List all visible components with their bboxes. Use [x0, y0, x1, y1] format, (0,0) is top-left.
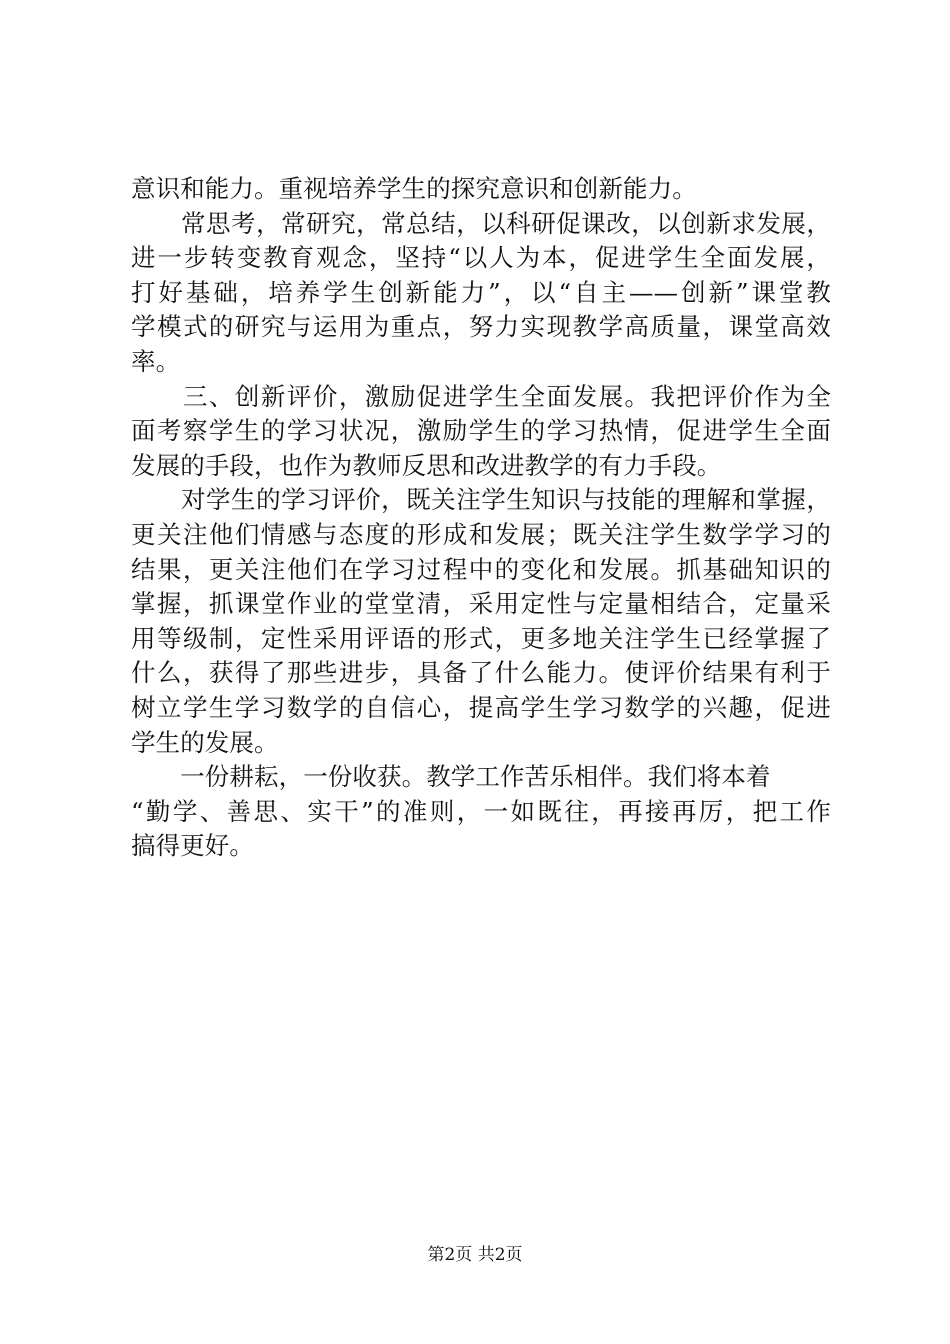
- text-line: 打好基础，培养学生创新能力”，以“自主——创新”课堂教: [131, 277, 831, 307]
- text-line: 搞得更好。: [131, 831, 254, 861]
- text-line: 掌握，抓课堂作业的堂堂清，采用定性与定量相结合，定量采: [131, 589, 831, 619]
- text-line: 什么，获得了那些进步，具备了什么能力。使评价结果有利于: [131, 658, 831, 688]
- text-line: 意识和能力。重视培养学生的探究意识和创新能力。: [131, 174, 697, 203]
- text-line: 率。: [131, 346, 181, 376]
- text-line: 一份耕耘，一份收获。教学工作苦乐相伴。我们将本着: [131, 762, 771, 792]
- text-line: 结果，更关注他们在学习过程中的变化和发展。抓基础知识的: [131, 554, 831, 584]
- text-line: “勤学、善思、实干”的准则，一如既往，再接再厉，把工作: [131, 796, 831, 826]
- document-body: [131, 172, 831, 864]
- text-line: 学模式的研究与运用为重点，努力实现教学高质量，课堂高效: [131, 312, 831, 342]
- text-line: 发展的手段，也作为教师反思和改进教学的有力手段。: [131, 450, 722, 480]
- page-number-footer: 第2页 共2页: [427, 1245, 523, 1265]
- text-line: 学生的发展。: [131, 727, 279, 757]
- text-line: 进一步转变教育观念，坚持“以人为本，促进学生全面发展，: [131, 243, 831, 273]
- text-line: 用等级制，定性采用评语的形式，更多地关注学生已经掌握了: [131, 623, 831, 653]
- text-line: 面考察学生的学习状况，激励学生的学习热情，促进学生全面: [131, 416, 831, 446]
- text-line: 树立学生学习数学的自信心，提高学生学习数学的兴趣，促进: [131, 692, 831, 722]
- text-line: 更关注他们情感与态度的形成和发展；既关注学生数学学习的: [131, 519, 831, 549]
- text-line: 对学生的学习评价，既关注学生知识与技能的理解和掌握，: [131, 485, 831, 515]
- text-line: 常思考，常研究，常总结，以科研促课改，以创新求发展，: [131, 208, 831, 238]
- text-line: 三、创新评价，激励促进学生全面发展。我把评价作为全: [131, 381, 831, 411]
